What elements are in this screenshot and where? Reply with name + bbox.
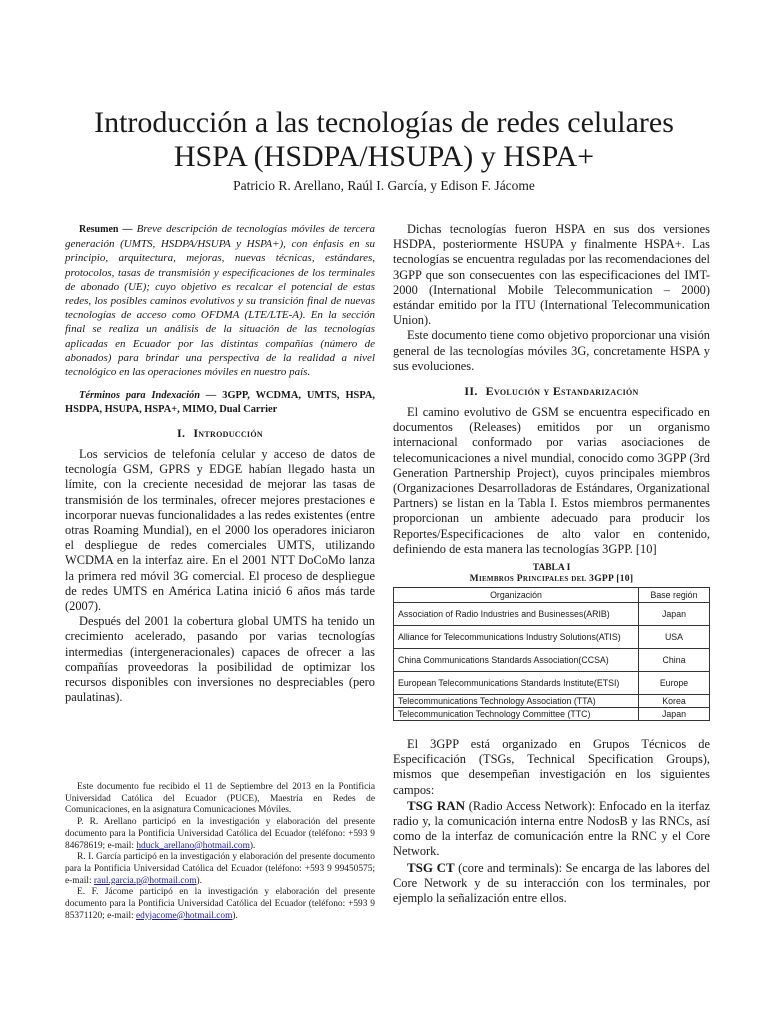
- evolution-paragraph-1: El camino evolutivo de GSM se encuentra especificado en documentos (Releases) emitidos por un organismo internacional conformado por varias asociaciones de telecomunicaciones a nivel mundial, conocido como 3GPP (3rd Generation Partnership Project), cuyos principales miembros (Organizaciones Desarrolladoras de Estándares, Organizational Partners) se listan en la Tabla I. Estos miembros permanentes proporcionan un ambiente adecuado para producir los Reportes/Especificaciones de alto valor en contenido, definiendo de esta manera las tecnologías 3GPP. [10]: [393, 405, 710, 556]
- table-cell-region: Korea: [639, 695, 710, 708]
- left-column: [65, 222, 375, 706]
- tsg-ct-text: (core and terminals): Se encarga de las labores del Core Network y de su interacción con los terminales, por ejemplo la señalización entre ellos.: [393, 860, 710, 906]
- footnote-garcia-text: R. I. García participó en la investigación y elaboración del presente documento para la Pontificia Universidad Católica del Ecuador (teléfono: +593 9 99450575; e-mail:: [65, 852, 375, 886]
- right-column: [393, 222, 710, 906]
- intro-paragraph-1: Los servicios de telefonía celular y acceso de datos de tecnología GSM, GPRS y EDGE habían llegado hasta un límite, con la creciente necesidad de mejorar las tasas de transmisión de los terminales, ofrecer mejores prestaciones e incorporar nuevas funcionalidades a las redes existentes (entre otras Roaming Mundial), en el 2000 los operadores iniciaron el despliegue de redes comerciales UMTS, utilizando WCDMA en la interfaz aire. En el 2001 NTT DoCoMo lanza la primera red móvil 3G comercial. El proceso de despliegue de redes UMTS en América Latina inició 6 años más tarde (2007).: [65, 447, 375, 614]
- section-number: II.: [464, 384, 478, 399]
- footnote-close: ).: [196, 875, 202, 886]
- section-title: Introducción: [193, 426, 263, 441]
- paper-authors: Patricio R. Arellano, Raúl I. García, y Edison F. Jácome: [233, 178, 535, 193]
- table-cell-region: Japan: [639, 708, 710, 721]
- table-row: [394, 708, 710, 721]
- table-row: [394, 626, 710, 649]
- table-caption: [393, 563, 710, 585]
- email-link-arellano[interactable]: hduck_arellano@hotmail.com: [136, 840, 250, 851]
- tsg-ct-label: TSG CT: [407, 859, 455, 875]
- table-row: [394, 649, 710, 672]
- index-terms-lead: Términos para Indexación —: [79, 390, 217, 402]
- table-title: Miembros Principales del 3GPP [10]: [469, 574, 634, 585]
- table-cell-region: Europe: [639, 672, 710, 695]
- section-title: Evolución y Estandarización: [485, 384, 639, 399]
- table-cell-region: China: [639, 649, 710, 672]
- tsg-ran-label: TSG RAN: [407, 797, 466, 813]
- email-link-garcia[interactable]: raul.garcia.p@hotmail.com: [93, 875, 197, 886]
- footnotes: [65, 782, 375, 922]
- members-table: [393, 587, 710, 721]
- abstract: [65, 222, 375, 379]
- tsg-ran-paragraph: [393, 798, 710, 860]
- abstract-lead: Resumen —: [79, 224, 133, 235]
- section-number: I.: [177, 426, 186, 441]
- tsg-ran-text: (Radio Access Network): Enfocado en la iterfaz radio y, la comunicación interna entre NodosB y las RNCs, así como de la interfaz de comunicación entre la RNC y el Core Network.: [393, 798, 710, 859]
- footnote-arellano-text: P. R. Arellano participó en la investigación y elaboración del presente documento para la Pontificia Universidad Católica del Ecuador (teléfono: +593 9 84678619; e-mail:: [65, 817, 375, 851]
- section-heading-introduccion: [65, 426, 375, 441]
- footnote-arellano: [65, 817, 375, 852]
- table-cell-organization: Association of Radio Industries and Businesses(ARIB): [394, 603, 639, 626]
- table-cell-organization: European Telecommunications Standards Institute(ETSI): [394, 672, 639, 695]
- abstract-text: Breve descripción de tecnologías móviles de tercera generación (UMTS, HSDPA/HSUPA y HSPA+), con énfasis en su principio, arquitectura, mejoras, nuevas técnicas, estándares, protocolos, tasas de transmisión y especificaciones de los terminales de abonado (UE); cuyo objetivo es recalcar el potencial de estas redes, los posibles caminos evolutivos y su transición final de nuevas tecnologías de acceso como OFDMA (LTE/LTE-A). En la sección final se realiza un análisis de la situación de las tecnologías aplicadas en Ecuador por las distintas compañías (número de abonados) para brindar una perspectiva de la realidad a nivel tecnológico en las operaciones móviles en nuestro país.: [65, 223, 375, 379]
- footnote-close: ).: [232, 910, 238, 921]
- table-row: [394, 672, 710, 695]
- table-header-row: [394, 588, 710, 603]
- tsg-ct-paragraph: [393, 860, 710, 907]
- footnote-close: ).: [249, 840, 256, 851]
- footnote-jacome-text: E. F. Jácome participó en la investigación y elaboración del presente documento para la Pontificia Universidad Católica del Ecuador (teléfono: +593 9 85371120; e-mail:: [65, 887, 375, 921]
- section-heading-evolucion: [393, 384, 710, 399]
- right-intro-paragraph-2: Este documento tiene como objetivo proporcionar una visión general de las tecnologías móviles 3G, concretamente HSPA y sus evoluciones.: [393, 328, 710, 373]
- table-header-region: Base región: [639, 588, 710, 603]
- index-terms: [65, 389, 375, 416]
- paper-title: [0, 106, 768, 174]
- table-cell-region: Japan: [639, 603, 710, 626]
- table-cell-region: USA: [639, 626, 710, 649]
- footnote-garcia: [65, 852, 375, 887]
- table-row: [394, 603, 710, 626]
- footnote-received: Este documento fue recibido el 11 de Septiembre del 2013 en la Pontificia Universidad Católica del Ecuador (PUCE), Maestría en Redes de Comunicaciones, en la asignatura Comunicaciones Móviles.: [65, 782, 375, 816]
- table-cell-organization: Telecommunications Technology Association (TTA): [394, 695, 639, 708]
- email-link-jacome[interactable]: edyjacome@hotmail.com: [136, 910, 233, 921]
- table-row: [394, 695, 710, 708]
- right-intro-paragraph-1: Dichas tecnologías fueron HSPA en sus dos versiones HSDPA, posteriormente HSUPA y finalmente HSPA+. Las tecnologías se encuentra reguladas por las recomendaciones del 3GPP que son consecuentes con las especificaciones del IMT-2000 (International Mobile Telecommunication – 2000) estándar emitido por la ITU (International Telecommunication Union).: [393, 222, 710, 328]
- footnote-jacome: [65, 887, 375, 922]
- intro-paragraph-2: Después del 2001 la cobertura global UMTS ha tenido un crecimiento acelerado, pasando por varias tecnologías intermedias (intergeneracionales) capaces de ofrecer a las compañías proveedoras la posibilidad de optimizar los recursos disponibles con inversiones no despreciables (pero paulatinas).: [65, 614, 375, 705]
- paper-title-line2: HSPA (HSDPA/HSUPA) y HSPA+: [173, 140, 595, 173]
- table-cell-organization: China Communications Standards Association(CCSA): [394, 649, 639, 672]
- evolution-paragraph-2: El 3GPP está organizado en Grupos Técnicos de Especificación (TSGs, Technical Specification Groups), mismos que desempeñan investigación en los siguientes campos:: [393, 737, 710, 797]
- table-cell-organization: Alliance for Telecommunications Industry Solutions(ATIS): [394, 626, 639, 649]
- table-header-organizacion: Organización: [394, 588, 639, 603]
- paper-title-line1: Introducción a las tecnologías de redes celulares: [94, 106, 674, 139]
- table-label: TABLA I: [532, 563, 571, 574]
- index-terms-text: 3GPP, WCDMA, UMTS, HSPA, HSDPA, HSUPA, HSPA+, MIMO, Dual Carrier: [65, 390, 375, 415]
- table-cell-organization: Telecommunication Technology Committee (TTC): [394, 708, 639, 721]
